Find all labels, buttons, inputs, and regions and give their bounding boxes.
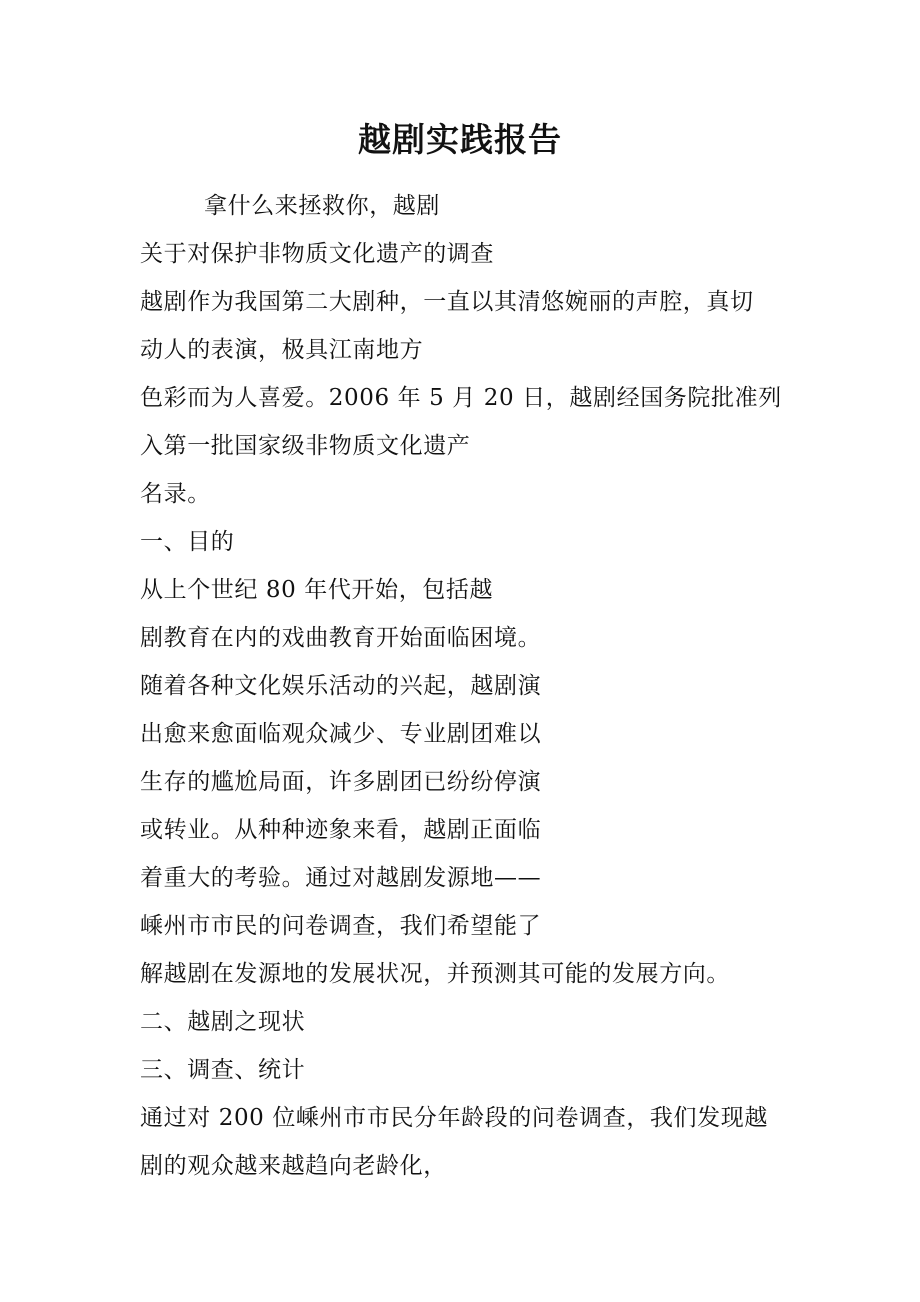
text-line: 色彩而为人喜爱。2006 年 5 月 20 日，越剧经国务院批准列 <box>140 385 782 411</box>
section-heading: 二、越剧之现状 <box>140 1009 306 1035</box>
document-body <box>140 182 800 1190</box>
text-line: 入第一批国家级非物质文化遗产 <box>140 433 471 459</box>
text-line: 从上个世纪 80 年代开始，包括越 <box>140 577 494 603</box>
text-line: 剧的观众越来越趋向老龄化， <box>140 1153 447 1179</box>
subtitle-line: 拿什么来拯救你，越剧 <box>204 193 440 219</box>
text-line: 越剧作为我国第二大剧种，一直以其清悠婉丽的声腔，真切 <box>140 289 754 315</box>
text-line: 随着各种文化娱乐活动的兴起，越剧演 <box>140 673 542 699</box>
text-line: 着重大的考验。通过对越剧发源地—— <box>140 865 542 891</box>
text-line: 生存的尴尬局面，许多剧团已纷纷停演 <box>140 769 542 795</box>
text-line: 或转业。从种种迹象来看，越剧正面临 <box>140 817 542 843</box>
section-heading: 三、调查、统计 <box>140 1057 306 1083</box>
text-line: 关于对保护非物质文化遗产的调查 <box>140 241 494 267</box>
text-line: 出愈来愈面临观众减少、专业剧团难以 <box>140 721 542 747</box>
text-line: 名录。 <box>140 481 211 507</box>
section-heading: 一、目的 <box>140 529 235 555</box>
text-line: 剧教育在内的戏曲教育开始面临困境。 <box>140 625 542 651</box>
text-line: 解越剧在发源地的发展状况，并预测其可能的发展方向。 <box>140 961 730 987</box>
text-line: 动人的表演，极具江南地方 <box>140 337 424 363</box>
text-line: 通过对 200 位嵊州市市民分年龄段的问卷调查，我们发现越 <box>140 1105 768 1131</box>
document-title: 越剧实践报告 <box>358 120 562 159</box>
text-line: 嵊州市市民的问卷调查，我们希望能了 <box>140 913 542 939</box>
